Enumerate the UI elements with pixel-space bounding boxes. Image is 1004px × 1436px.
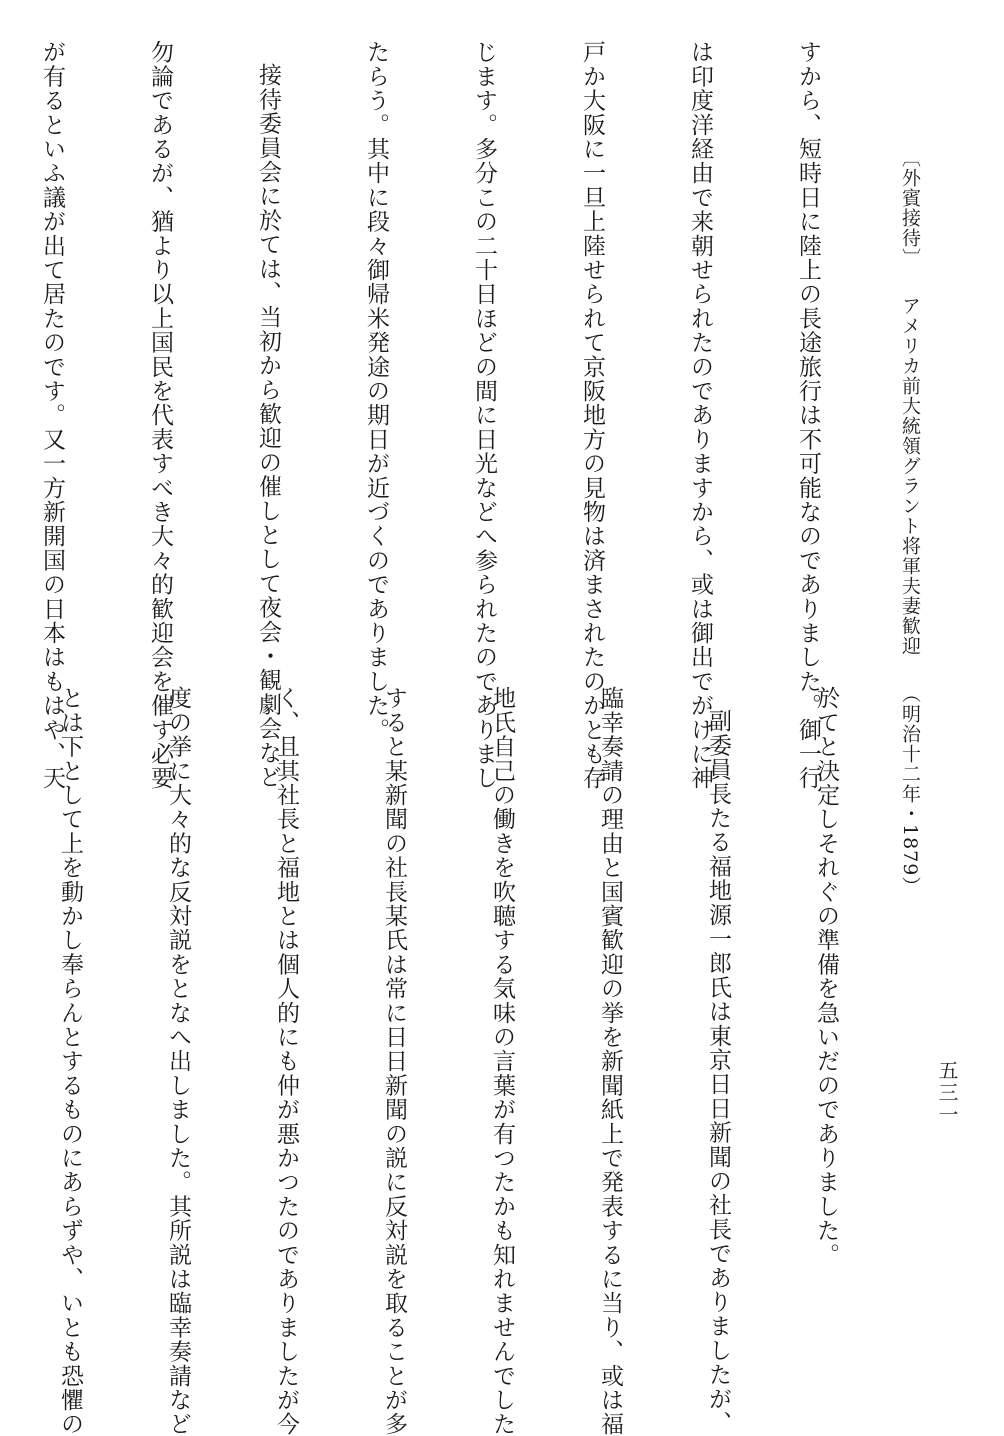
text-line: 臨幸奏請の理由と国賓歓迎の挙を新聞紙上で発表するに当り、或は福 <box>597 686 623 1436</box>
page-number: 五三一 <box>935 1060 959 1126</box>
text-line: 接待委員会に於ては、当初から歓迎の催しとして夜会・観劇会など <box>255 63 281 789</box>
upper-text-block <box>39 40 898 791</box>
lower-text-block <box>57 686 916 1436</box>
text-line: とは下として上を動かし奉らんとするものにあらずや、いとも恐懼の <box>57 686 83 1436</box>
text-line: たらう。其中に段々御帰米発途の期日が近づくのでありました。 <box>363 40 389 742</box>
text-line: 勿論であるが、猶より以上国民を代表すべき大々的歓迎会を催す必要 <box>147 40 173 791</box>
text-line: が有るといふ議が出て居たのです。又一方新開国の日本はもはや、天 <box>39 40 65 791</box>
header-title: アメリカ前大統領グラント将軍夫妻歓迎 <box>899 296 921 657</box>
header-category: 〔外賓接待〕 <box>899 148 921 269</box>
text-line: 於てと決定しそれぐの準備を急いだのでありました。 <box>813 686 839 1267</box>
text-line: 度の挙に大々的な反対説をとなへ出しました。其所説は臨幸奏請など <box>165 686 191 1436</box>
text-line: く、且其社長と福地とは個人的にも仲が悪かつたのでありましたが今 <box>273 686 299 1436</box>
text-line: は印度洋経由で来朝せられたのでありますから、或は御出でがけに神 <box>687 40 713 791</box>
text-line: 地氏自己の働きを吹聴する気味の言葉が有つたかも知れませんでした <box>489 686 515 1436</box>
text-line: 副委員長たる福地源一郎氏は東京日日新聞の社長でありましたが、 <box>705 709 731 1435</box>
header-date: （明治十二年・1879） <box>899 684 921 897</box>
text-line: じます。多分この二十日ほどの間に日光などへ参られたのでありまし <box>471 40 497 791</box>
text-line: すから、短時日に陸上の長途旅行は不可能なのでありました。御一行 <box>795 40 821 791</box>
text-line: 戸か大阪に一旦上陸せられて京阪地方の見物は済まされたのかとも存 <box>579 40 605 791</box>
text-line: すると某新聞の社長某氏は常に日日新聞の説に反対説を取ることが多 <box>381 686 407 1436</box>
